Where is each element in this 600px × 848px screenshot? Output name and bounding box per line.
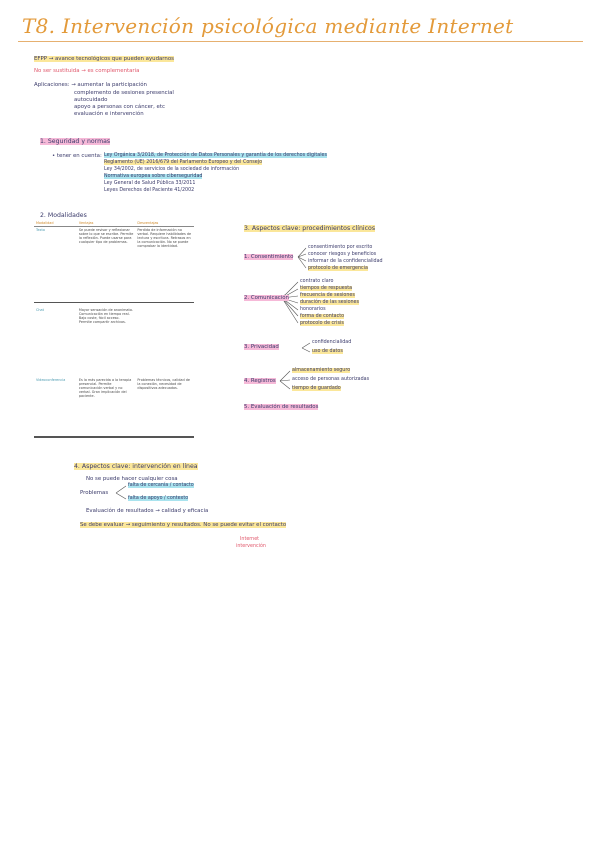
section-4-line-5: Evaluación de resultados → calidad y eficacia bbox=[86, 508, 209, 514]
group-4-item-2: acceso de personas autorizadas bbox=[292, 377, 370, 382]
group-label-5: 5. Evaluación de resultados bbox=[244, 404, 319, 410]
footer-note-1: Internet bbox=[240, 537, 260, 542]
intro-line-1: EFPP → avance tecnológicos que pueden ayudarnos bbox=[34, 56, 174, 62]
law-item-6: Leyes Derechos del Paciente 41/2002 bbox=[104, 188, 195, 193]
law-item-4: Normativa europea sobre ciberseguridad bbox=[104, 174, 203, 179]
section-1-heading: 1. Seguridad y normas bbox=[40, 138, 111, 145]
column-desventajas: Desventajas bbox=[135, 220, 194, 227]
row-advantages: Mayor sensación de anonimato. Comunicación en tiempo real. Bajo coste, fácil acceso. Permite compartir archivos. bbox=[78, 307, 133, 324]
law-item-1: Ley Orgánica 3/2018, de Protección de Datos Personales y garantía de los derechos digitales bbox=[104, 153, 327, 158]
section-4-heading: 4. Aspectos clave: intervención en línea bbox=[74, 463, 198, 470]
group-1-item-2: conocer riesgos y beneficios bbox=[308, 252, 377, 257]
section-4-line-6: Se debe evaluar → seguimiento y resultados. No se puede evitar el contacto bbox=[80, 522, 287, 528]
section-4-line-1: No se puede hacer cualquier cosa bbox=[86, 476, 178, 482]
group-label-1: 1. Consentimiento bbox=[244, 254, 294, 260]
group-3-item-1: confidencialidad bbox=[312, 340, 352, 345]
section-4-line-4: falta de apoyo / contexto bbox=[128, 496, 189, 501]
intro-line-4: complemento de sesiones presencial bbox=[74, 90, 174, 96]
group-2-item-6: forma de contacto bbox=[300, 314, 345, 319]
row-advantages: Se puede revisar y reflexionar sobre lo que se escribe. Permite la reflexión. Puede usarse para cualquier tipo de problemas. bbox=[78, 228, 134, 245]
group-2-item-4: duración de las sesiones bbox=[300, 300, 359, 305]
section-4-line-3: falta de cercanía / contacto bbox=[128, 483, 194, 488]
row-disadvantages: Problemas técnicos, calidad de la conexión, necesidad de dispositivos adecuados. bbox=[137, 377, 190, 390]
group-2-item-7: protocolo de crisis bbox=[300, 321, 344, 326]
column-modalidad: Modalidad bbox=[34, 220, 77, 227]
law-item-5: Ley General de Salud Pública 33/2011 bbox=[104, 181, 196, 186]
group-4-item-1: almacenamiento seguro bbox=[292, 368, 351, 373]
group-3-item-2: uso de datos bbox=[312, 349, 343, 354]
section-2-heading: 2. Modalidades bbox=[40, 212, 87, 219]
law-item-2: Reglamento (UE) 2016/679 del Parlamento Europeo y del Consejo bbox=[104, 160, 263, 165]
group-1-item-4: protocolo de emergencia bbox=[308, 266, 368, 271]
group-2-item-5: honorarios bbox=[300, 307, 326, 312]
group-label-2: 2. Comunicación bbox=[244, 295, 289, 301]
intro-line-3: Aplicaciones: → aumentar la participación bbox=[34, 82, 147, 88]
row-category: Texto bbox=[36, 228, 45, 233]
group-2-item-2: tiempos de respuesta bbox=[300, 286, 353, 291]
row-category: Chat bbox=[36, 307, 44, 312]
page-title: T8. Intervención psicológica mediante Internet bbox=[22, 14, 514, 38]
column-ventajas: Ventajas bbox=[77, 220, 136, 227]
group-1-item-1: consentimiento por escrito bbox=[308, 245, 373, 250]
row-disadvantages: Perdida de información no verbal. Requiere habilidades de lectura y escritura. Retrasos en la comunicación. No se puede comprobar la identidad. bbox=[137, 228, 192, 249]
row-advantages: Es la más parecida a la terapia presencial. Permite comunicación verbal y no verbal. Gran implicación del paciente. bbox=[78, 377, 132, 398]
group-label-4: 4. Registros bbox=[244, 378, 276, 384]
row-category: Videoconferencia bbox=[36, 377, 66, 382]
group-2-item-1: contrato claro bbox=[300, 279, 334, 284]
intro-line-2: No ser sustituida → es complementaria bbox=[34, 68, 140, 74]
footer-note-2: intervención bbox=[236, 544, 266, 549]
intro-line-5: autocuidado bbox=[74, 97, 108, 103]
group-1-item-3: informar de la confidencialidad bbox=[308, 259, 383, 264]
section-4-line-2: Problemas bbox=[80, 490, 109, 496]
section-1-lead: • tener en cuenta: bbox=[52, 153, 102, 159]
group-label-3: 3. Privacidad bbox=[244, 344, 279, 350]
section-3-heading: 3. Aspectos clave: procedimientos clínicos bbox=[244, 225, 376, 232]
law-item-3: Ley 34/2002, de servicios de la sociedad de información bbox=[104, 167, 240, 172]
intro-line-7: evaluación e intervención bbox=[74, 111, 144, 117]
group-4-item-3: tiempo de guardado bbox=[292, 386, 341, 391]
intro-line-6: apoyo a personas con cáncer, etc bbox=[74, 104, 165, 110]
group-2-item-3: frecuencia de sesiones bbox=[300, 293, 355, 298]
